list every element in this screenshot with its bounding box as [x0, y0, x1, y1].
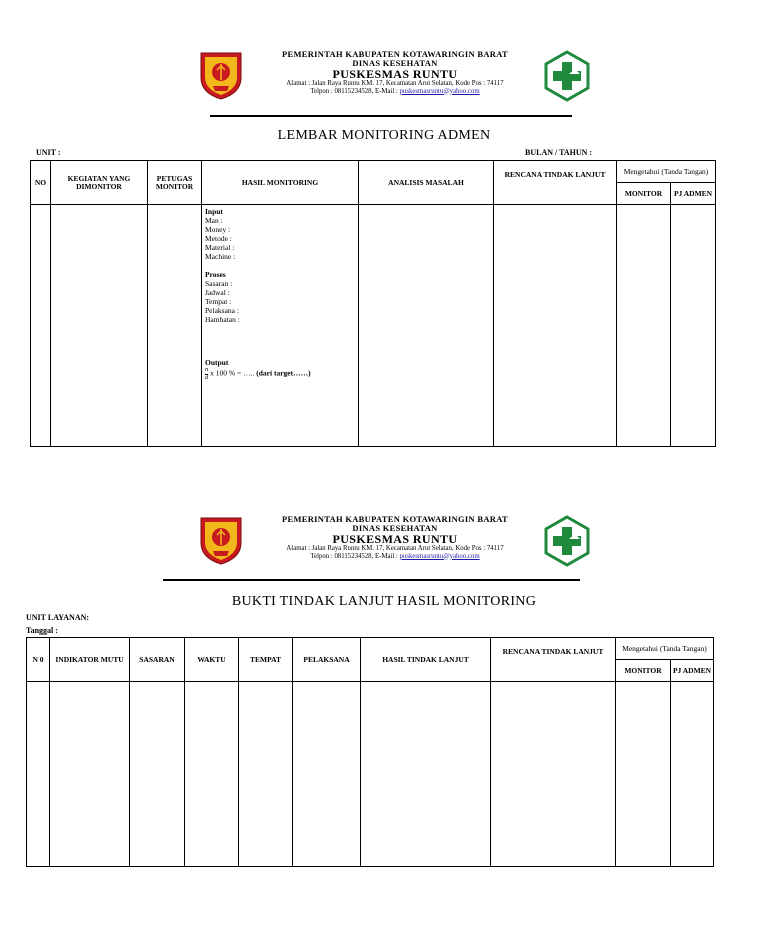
col-hasil: HASIL MONITORING	[202, 161, 359, 205]
col2-waktu: WAKTU	[185, 638, 239, 682]
col2-monitor: MONITOR	[616, 660, 671, 682]
header2-contact: Telpon : 08115234528, E-Mail : puskesmasruntu@yahoo.com	[310, 552, 480, 560]
col2-mengetahui: Mengetahui (Tanda Tangan)	[616, 638, 714, 660]
col-petugas: PETUGAS MONITOR	[148, 161, 202, 205]
header2-line2: DINAS KESEHATAN	[352, 522, 438, 533]
header2-address: Alamat : Jalan Raya Runtu KM. 17, Kecamatan Arut Selatan, Kode Pos : 74117	[286, 545, 504, 553]
col-pj-admen: PJ ADMEN	[671, 183, 716, 205]
cell2-indikator[interactable]	[50, 682, 130, 867]
header-line2: DINAS KESEHATAN	[352, 57, 438, 68]
form1-title: LEMBAR MONITORING ADMEN	[277, 128, 491, 143]
cell-rencana[interactable]	[494, 205, 617, 447]
cell-petugas[interactable]	[148, 205, 202, 447]
tindak-lanjut-table	[26, 637, 714, 867]
cell2-tempat[interactable]	[239, 682, 293, 867]
col-mengetahui: Mengetahui (Tanda Tangan)	[617, 161, 716, 183]
cell2-pj-sign[interactable]	[671, 682, 714, 867]
proses-jadwal: Jadwal :	[205, 288, 230, 297]
proses-sasaran: Sasaran :	[205, 279, 233, 288]
cell-pj-sign[interactable]	[671, 205, 716, 447]
col2-sasaran: SASARAN	[130, 638, 185, 682]
proses-heading: Proses	[205, 270, 226, 279]
input-man: Man :	[205, 216, 223, 225]
input-machine: Machine :	[205, 252, 236, 261]
cell2-monitor-sign[interactable]	[616, 682, 671, 867]
cell-analisis[interactable]	[359, 205, 494, 447]
cell-hasil-monitoring[interactable]	[202, 205, 359, 447]
proses-tempat: Tempat :	[205, 297, 232, 306]
cell2-hasil[interactable]	[361, 682, 491, 867]
letterhead-2	[250, 515, 540, 560]
health-cross-logo-2	[543, 515, 591, 567]
cell2-pelaksana[interactable]	[293, 682, 361, 867]
col2-indikator: INDIKATOR MUTU	[50, 638, 130, 682]
regency-logo-2	[198, 515, 244, 565]
form2-unit-label: UNIT LAYANAN:	[26, 613, 90, 622]
col-monitor: MONITOR	[617, 183, 671, 205]
col-no: NO	[31, 161, 51, 205]
input-heading: Input	[205, 207, 223, 216]
proses-pelaksana: Pelaksana :	[205, 306, 239, 315]
col-kegiatan: KEGIATAN YANG DIMONITOR	[51, 161, 148, 205]
header2-line1: PEMERINTAH KABUPATEN KOTAWARINGIN BARAT	[281, 514, 509, 524]
header-line3: PUSKESMAS RUNTU	[332, 66, 458, 81]
cell-no[interactable]	[31, 205, 51, 447]
health-cross-logo	[543, 50, 591, 102]
cell-monitor-sign[interactable]	[617, 205, 671, 447]
output-heading: Output	[205, 358, 229, 367]
letterhead	[250, 50, 540, 95]
monitoring-table	[30, 160, 716, 447]
regency-logo	[198, 50, 244, 100]
col2-pelaksana: PELAKSANA	[293, 638, 361, 682]
form1-unit-label: UNIT :	[36, 148, 61, 157]
form1-period-label: BULAN / TAHUN :	[525, 148, 593, 157]
header-contact: Telpon : 08115234528, E-Mail : puskesmasruntu@yahoo.com	[310, 87, 480, 95]
cell2-waktu[interactable]	[185, 682, 239, 867]
output-formula: $\frac{n}{d}$ x 100 % = ….. (dari target……)	[205, 366, 311, 381]
proses-hambatan: Hambatan :	[205, 315, 240, 324]
cell2-rencana[interactable]	[491, 682, 616, 867]
header2-line3: PUSKESMAS RUNTU	[332, 531, 458, 546]
form2-title: BUKTI TINDAK LANJUT HASIL MONITORING	[231, 594, 537, 609]
email-link[interactable]: puskesmasruntu@yahoo.com	[399, 87, 480, 95]
col2-pj-admen: PJ ADMEN	[671, 660, 714, 682]
input-money: Money :	[205, 225, 231, 234]
col-rencana: RENCANA TINDAK LANJUT	[494, 161, 617, 205]
header-line1: PEMERINTAH KABUPATEN KOTAWARINGIN BARAT	[281, 49, 509, 59]
col2-hasil: HASIL TINDAK LANJUT	[361, 638, 491, 682]
cell2-sasaran[interactable]	[130, 682, 185, 867]
col2-tempat: TEMPAT	[239, 638, 293, 682]
input-metode: Metode :	[205, 234, 232, 243]
col2-rencana: RENCANA TINDAK LANJUT	[491, 638, 616, 682]
col2-no: N 0	[27, 638, 50, 682]
form2-date-label: Tanggal :	[26, 626, 58, 635]
email-link-2[interactable]: puskesmasruntu@yahoo.com	[399, 552, 480, 560]
col-analisis: ANALISIS MASALAH	[359, 161, 494, 205]
cell-kegiatan[interactable]	[51, 205, 148, 447]
header-address: Alamat : Jalan Raya Runtu KM. 17, Kecamatan Arut Selatan, Kode Pos : 74117	[286, 80, 504, 88]
cell2-no[interactable]	[27, 682, 50, 867]
input-material: Material :	[205, 243, 235, 252]
